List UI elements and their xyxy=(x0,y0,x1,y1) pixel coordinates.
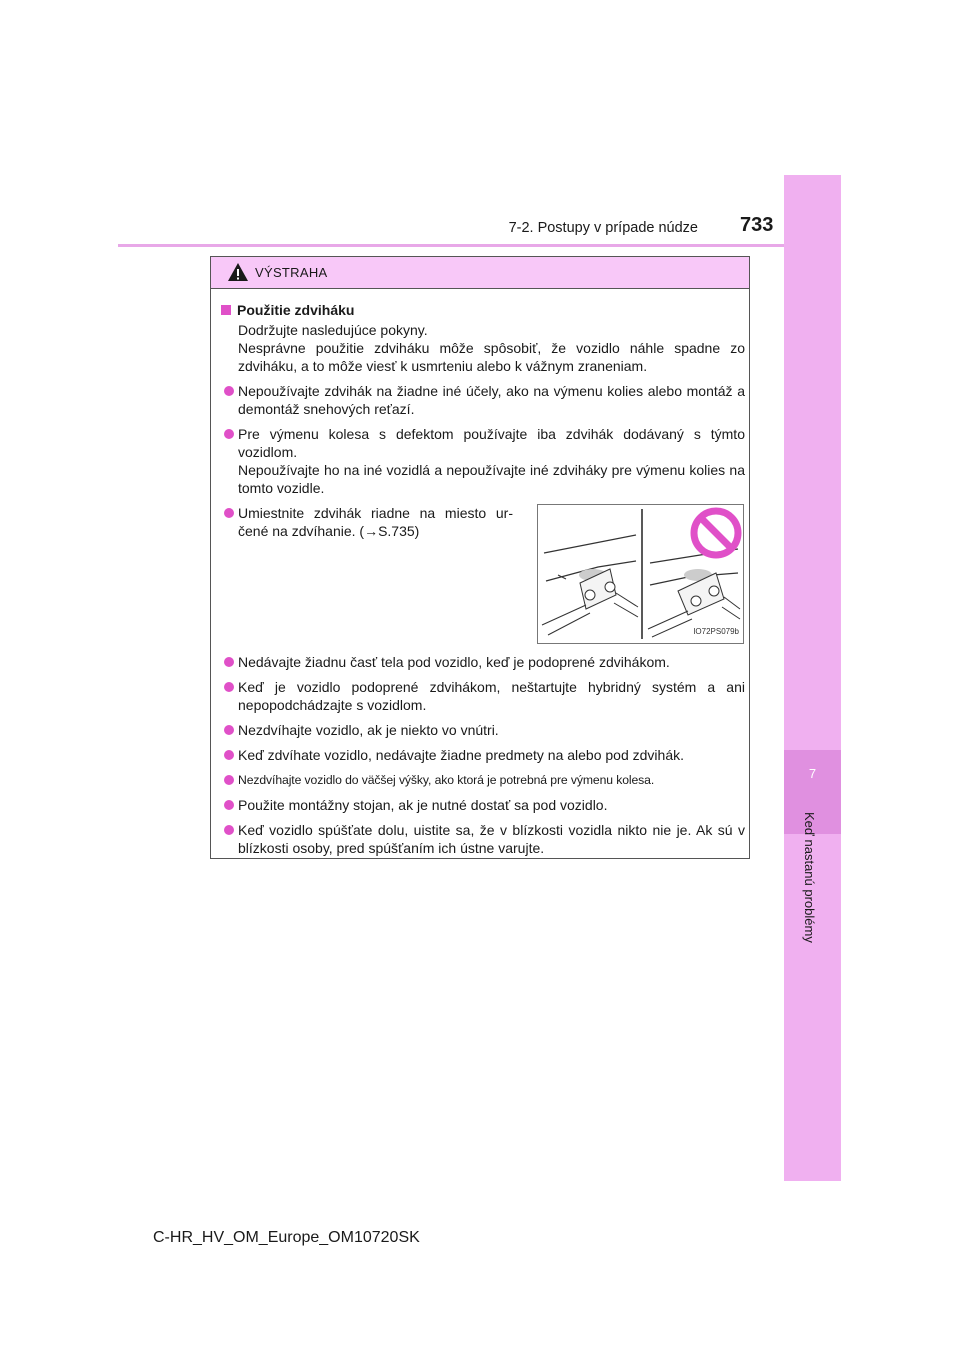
header-rule xyxy=(118,244,840,247)
bullet-dot-icon xyxy=(224,725,234,735)
page-number: 733 xyxy=(740,214,774,236)
bullet-dot-icon xyxy=(224,386,234,396)
jack-placement-figure xyxy=(537,504,744,644)
list-item: Umiestnite zdvihák riadne na miesto ur-čené na zdvíhanie. (→S.735) xyxy=(221,504,513,540)
list-item: Nezdvíhajte vozidlo, ak je niekto vo vnútri. xyxy=(221,721,745,739)
bullet-dot-icon xyxy=(224,800,234,810)
warning-title: VÝSTRAHA xyxy=(255,265,328,280)
bullet-dot-icon xyxy=(224,657,234,667)
header-section-title: 7-2. Postupy v prípade núdze xyxy=(508,220,698,236)
intro-line: Dodržujte nasledujúce pokyny. xyxy=(238,322,428,338)
list-item: Pre výmenu kolesa s defektom používajte iba zdvihák dodávaný s týmto vozidlom. Nepoužívajte ho na iné vozidlá a nepoužívajte iné zdviháky pre výmenu kolies na tomto vozidle. xyxy=(221,425,745,497)
warning-content xyxy=(221,301,745,857)
bullet-dot-icon xyxy=(224,775,234,785)
bullet-dot-icon xyxy=(224,750,234,760)
figure-code: IO72PS079b xyxy=(693,627,739,636)
section-title: Použitie zdviháku xyxy=(221,301,745,319)
warning-triangle-icon xyxy=(227,262,249,282)
warning-box xyxy=(210,256,750,859)
chapter-title: Keď nastanú problémy xyxy=(802,812,817,943)
figure-row xyxy=(221,504,745,646)
bullet-dot-icon xyxy=(224,429,234,439)
list-item: Keď vozidlo spúšťate dolu, uistite sa, že v blízkosti vozidla nikto nie je. Ak sú v blízkosti osoby, pred spúšťaním ich ústne varujte. xyxy=(221,821,745,857)
list-item: Použite montážny stojan, ak je nutné dostať sa pod vozidlo. xyxy=(221,796,745,814)
bullet-dot-icon xyxy=(224,682,234,692)
document-code: C-HR_HV_OM_Europe_OM10720SK xyxy=(153,1229,420,1246)
list-item: Nezdvíhajte vozidlo do väčšej výšky, ako ktorá je potrebná pre výmenu kolesa. xyxy=(221,771,745,789)
intro-line: Nesprávne použitie zdviháku môže spôsobiť, že vozidlo náhle spadne zo zdviháku, a to môže viesť k usmrteniu alebo k vážnym zraneniam. xyxy=(238,340,745,374)
list-item: Nepoužívajte zdvihák na žiadne iné účely, ako na výmenu kolies alebo montáž a demontáž snehových reťazí. xyxy=(221,382,745,418)
list-item: Keď zdvíhate vozidlo, nedávajte žiadne predmety na alebo pod zdvihák. xyxy=(221,746,745,764)
warning-header xyxy=(211,257,749,289)
chapter-side-tab xyxy=(784,175,841,1181)
prohibited-icon xyxy=(694,511,738,555)
bullet-dot-icon xyxy=(224,508,234,518)
list-item: Nedávajte žiadnu časť tela pod vozidlo, keď je podoprené zdvihákom. xyxy=(221,653,745,671)
square-bullet-icon xyxy=(221,305,231,315)
chapter-number: 7 xyxy=(808,766,817,781)
list-item: Keď je vozidlo podoprené zdvihákom, neštartujte hybridný systém a ani nepopodchádzajte s vozidlom. xyxy=(221,678,745,714)
list-item-continuation: Nepoužívajte ho na iné vozidlá a nepoužívajte iné zdviháky pre výmenu kolies na tomto vozidle. xyxy=(238,462,745,496)
bullet-dot-icon xyxy=(224,825,234,835)
